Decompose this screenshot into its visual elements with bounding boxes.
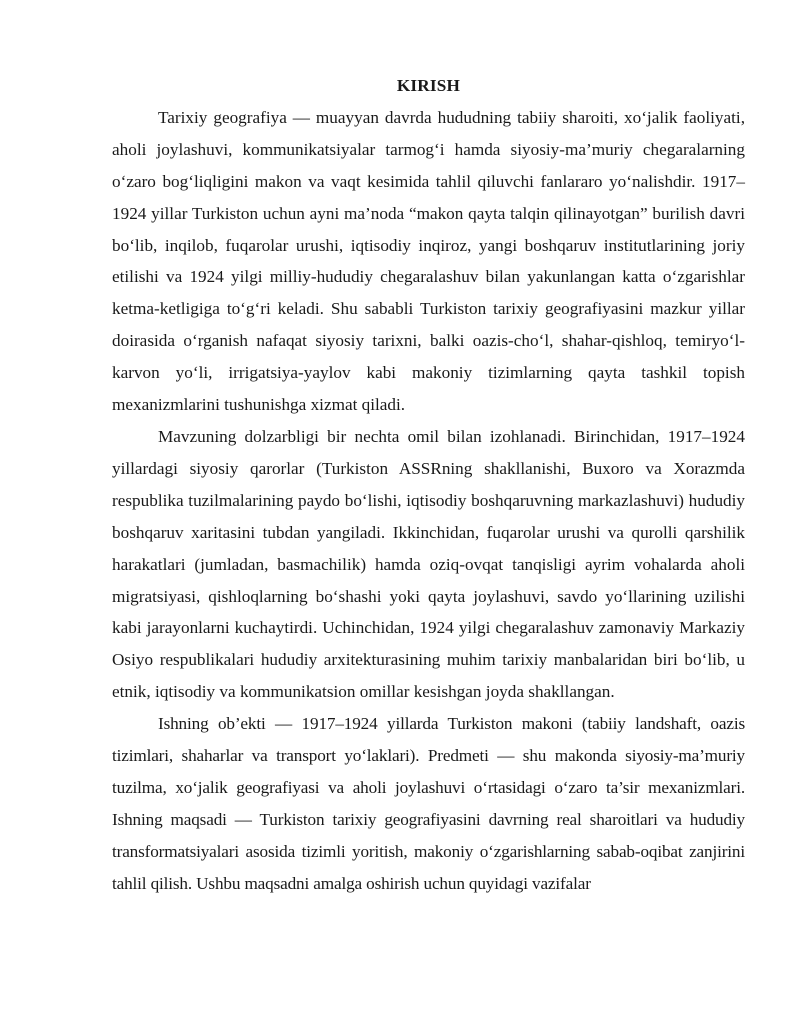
section-heading: KIRISH: [396, 76, 461, 95]
document-body: [112, 68, 745, 900]
paragraph-object-and-aim: Ishning ob’ekti — 1917–1924 yillarda Turkiston makoni (tabiiy landshaft, oazis tizimlari, shaharlar va transport yo‘laklari). Predmeti — shu makonda siyosiy-ma’muriy tuzilma, xo‘jalik geografiyasi va aholi joylashuvi o‘rtasidagi o‘zaro ta’sir mexanizmlari. Ishning maqsadi — Turkiston tarixiy geografiyasini davrning real sharoitlari va hududiy transformatsiyalari asosida tizimli yoritish, makoniy o‘zgarishlarning sabab-oqibat zanjirini tahlil qilish. Ushbu maqsadni amalga oshirish uchun quyidagi vazifalar: [112, 714, 745, 893]
paragraph-relevance: Mavzuning dolzarbligi bir nechta omil bilan izohlanadi. Birinchidan, 1917–1924 yillardagi siyosiy qarorlar (Turkiston ASSRning shakllanishi, Buxoro va Xorazmda respublika tuzilmalarining paydo bo‘lishi, iqtisodiy boshqaruvning markazlashuvi) hududiy boshqaruv xaritasini tubdan yangiladi. Ikkinchidan, fuqarolar urushi va qurolli qarshilik harakatlari (jumladan, basmachilik) hamda oziq-ovqat tanqisligi ayrim vohalarda aholi migratsiyasi, qishloqlarning bo‘shashi yoki qayta joylashuvi, savdo yo‘llarining uzilishi kabi jarayonlarni kuchaytirdi. Uchinchidan, 1924 yilgi chegaralashuv zamonaviy Markaziy Osiyo respublikalari hududiy arxitekturasining muhim tarixiy manbalaridan biri bo‘lib, u etnik, iqtisodiy va kommunikatsion omillar kesishgan joyda shakllangan.: [112, 426, 745, 702]
paragraph-introduction: Tarixiy geografiya — muayyan davrda hududning tabiiy sharoiti, xo‘jalik faoliyati, aholi joylashuvi, kommunikatsiyalar tarmog‘i hamda siyosiy-ma’muriy chegaralarning o‘zaro bog‘liqligini makon va vaqt kesimida tahlil qiluvchi fanlararo yo‘nalishdir. 1917–1924 yillar Turkiston uchun ayni ma’noda “makon qayta talqin qilinayotgan” burilish davri bo‘lib, inqilob, fuqarolar urushi, iqtisodiy inqiroz, yangi boshqaruv institutlarining joriy etilishi va 1924 yilgi milliy-hududiy chegaralashuv bilan yakunlangan katta o‘zgarishlar ketma-ketligiga to‘g‘ri keladi. Shu sababli Turkiston tarixiy geografiyasini mazkur yillar doirasida o‘rganish nafaqat siyosiy tarixni, balki oazis-cho‘l, shahar-qishloq, temiryo‘l-karvon yo‘li, irrigatsiya-yaylov kabi makoniy tizimlarning qayta tashkil topish mexanizmlarini tushunishga xizmat qiladi.: [112, 107, 745, 415]
